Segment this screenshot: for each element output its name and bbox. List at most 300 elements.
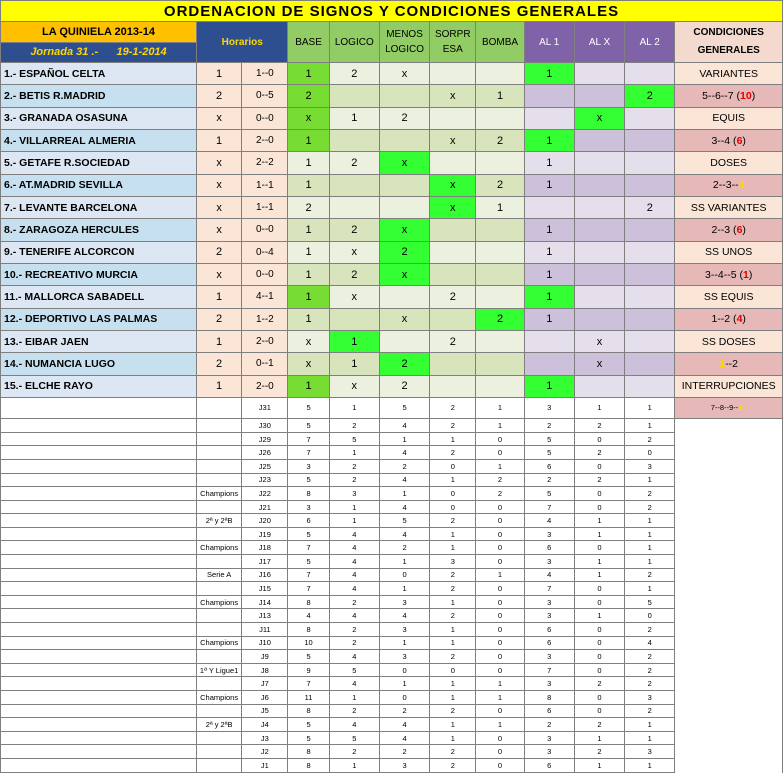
signo-cell [329, 196, 379, 218]
history-value: 4 [329, 609, 379, 623]
match-sign: 1 [197, 375, 242, 397]
signo-cell [430, 107, 476, 129]
history-row [1, 595, 783, 609]
history-row [1, 623, 783, 637]
history-value: 2 [524, 718, 574, 732]
history-value: 2 [329, 636, 379, 650]
history-value: 0 [379, 568, 429, 582]
history-spacer [1, 636, 197, 650]
signo-cell: x [288, 330, 329, 352]
condicion-text: 10 [740, 89, 752, 102]
history-jornada: J3 [242, 731, 288, 745]
history-spacer [1, 473, 197, 487]
history-jornada: J4 [242, 718, 288, 732]
history-value: 3 [379, 650, 429, 664]
history-value: 4 [379, 500, 429, 514]
signo-cell [625, 129, 675, 151]
signo-cell [329, 129, 379, 151]
history-row [1, 582, 783, 596]
history-value: 1 [430, 636, 476, 650]
match-row [1, 241, 783, 263]
condicion-cell [675, 353, 783, 375]
history-value: 1 [379, 636, 429, 650]
history-jornada: J21 [242, 500, 288, 514]
history-value: 0 [574, 704, 624, 718]
history-jornada: J13 [242, 609, 288, 623]
history-value: 4 [329, 555, 379, 569]
condicion-text: ) [742, 134, 746, 147]
condicion-text: 6 [736, 223, 743, 236]
signo-cell [574, 286, 624, 308]
history-label [197, 473, 242, 487]
signo-cell [329, 85, 379, 107]
history-value: 4 [379, 527, 429, 541]
history-row [1, 663, 783, 677]
match-row [1, 196, 783, 218]
history-value: 3 [625, 459, 675, 473]
history-spacer [1, 487, 197, 501]
match-row [1, 375, 783, 397]
match-row [1, 330, 783, 352]
history-value: 1 [430, 541, 476, 555]
jornada-date: 19-1-2014 [116, 46, 167, 59]
match-result: 1--2 [242, 308, 288, 330]
history-spacer [1, 731, 197, 745]
history-spacer [1, 555, 197, 569]
history-label [197, 555, 242, 569]
history-value: 4 [524, 514, 574, 528]
history-value: 0 [574, 663, 624, 677]
history-value: 5 [288, 718, 329, 732]
history-value: 1 [625, 514, 675, 528]
condicion-cell [675, 152, 783, 174]
history-value: 2 [625, 432, 675, 446]
history-value: 2 [625, 623, 675, 637]
history-label [197, 459, 242, 473]
history-spacer [1, 459, 197, 473]
history-value: 6 [524, 758, 574, 772]
title-row [1, 1, 783, 22]
history-value: 2 [329, 459, 379, 473]
history-value: 1 [430, 623, 476, 637]
condicion-text: VARIANTES [699, 67, 759, 80]
history-value: 0 [574, 623, 624, 637]
signo-cell [625, 353, 675, 375]
match-row [1, 263, 783, 285]
history-value: 4 [379, 446, 429, 460]
match-name: 5.- GETAFE R.SOCIEDAD [1, 152, 197, 174]
signo-cell: 1 [288, 286, 329, 308]
signo-cell [574, 196, 624, 218]
history-label [197, 745, 242, 759]
history-value: 2 [574, 446, 624, 460]
history-row [1, 636, 783, 650]
history-value: 1 [625, 541, 675, 555]
history-value: 5 [288, 650, 329, 664]
history-value: 2 [524, 473, 574, 487]
history-value: 1 [476, 419, 524, 433]
history-row [1, 473, 783, 487]
signo-cell: x [574, 107, 624, 129]
history-value: 1 [574, 514, 624, 528]
history-spacer [675, 487, 783, 501]
match-name: 12.- DEPORTIVO LAS PALMAS [1, 308, 197, 330]
match-row [1, 353, 783, 375]
history-value: 1 [430, 677, 476, 691]
history-spacer [1, 650, 197, 664]
history-spacer [675, 473, 783, 487]
signo-cell: 1 [524, 129, 574, 151]
signo-cell [329, 308, 379, 330]
history-value: 1 [379, 555, 429, 569]
history-value: 3 [379, 758, 429, 772]
history-value: 0 [379, 663, 429, 677]
match-result: 0--4 [242, 241, 288, 263]
history-value: 0 [476, 650, 524, 664]
match-name: 15.- ELCHE RAYO [1, 375, 197, 397]
signo-cell [379, 129, 429, 151]
match-result: 0--0 [242, 263, 288, 285]
signo-cell [430, 152, 476, 174]
history-value: 3 [524, 555, 574, 569]
history-value: 2 [574, 419, 624, 433]
history-value: 0 [574, 541, 624, 555]
match-result: 2--2 [242, 152, 288, 174]
history-value: 0 [476, 432, 524, 446]
match-row [1, 62, 783, 84]
history-spacer [675, 745, 783, 759]
match-sign: 1 [197, 330, 242, 352]
history-value: 3 [524, 595, 574, 609]
history-jornada: J23 [242, 473, 288, 487]
history-spacer [675, 623, 783, 637]
signo-cell [574, 241, 624, 263]
signo-cell [625, 219, 675, 241]
history-value: 2 [430, 446, 476, 460]
history-value: 10 [288, 636, 329, 650]
signo-cell [476, 241, 524, 263]
signo-cell [574, 263, 624, 285]
history-spacer [675, 677, 783, 691]
history-row [1, 745, 783, 759]
history-value: 2 [430, 609, 476, 623]
history-value: 2 [379, 541, 429, 555]
history-value: 1 [430, 718, 476, 732]
match-result: 0--0 [242, 219, 288, 241]
history-row [1, 514, 783, 528]
condicion-text: SS UNOS [705, 246, 753, 259]
signo-cell [430, 263, 476, 285]
signo-cell: 1 [288, 174, 329, 196]
history-value: 1 [574, 555, 624, 569]
signo-cell: 1 [524, 375, 574, 397]
history-value: 1 [379, 432, 429, 446]
history-spacer [675, 514, 783, 528]
history-row [1, 446, 783, 460]
signo-cell [524, 196, 574, 218]
history-row [1, 704, 783, 718]
signo-cell: 2 [625, 196, 675, 218]
condicion-cell [675, 397, 783, 418]
history-value: 0 [574, 487, 624, 501]
history-value: 5 [524, 432, 574, 446]
history-spacer [1, 663, 197, 677]
history-value: 0 [430, 663, 476, 677]
history-value: 7 [288, 568, 329, 582]
history-value: 1 [625, 419, 675, 433]
history-value: 7 [524, 582, 574, 596]
history-row [1, 677, 783, 691]
sheet-title: ORDENACION DE SIGNOS Y CONDICIONES GENERALES [1, 1, 783, 22]
signo-cell: x [329, 241, 379, 263]
history-value: 5 [625, 595, 675, 609]
history-value: 2 [329, 595, 379, 609]
match-sign: 1 [197, 286, 242, 308]
condicion-cell [675, 85, 783, 107]
history-value: 8 [288, 758, 329, 772]
condicion-text: SS DOSES [701, 335, 756, 348]
history-value: 2 [430, 514, 476, 528]
signo-cell: 1 [524, 241, 574, 263]
history-value: 0 [476, 500, 524, 514]
signo-cell [476, 263, 524, 285]
history-spacer [1, 568, 197, 582]
history-value: 1 [430, 691, 476, 705]
col-header-bomba: BOMBA [476, 22, 524, 63]
signo-cell [574, 308, 624, 330]
history-value: 11 [288, 691, 329, 705]
history-label [197, 446, 242, 460]
history-value: 0 [476, 731, 524, 745]
match-row [1, 152, 783, 174]
history-value: 5 [288, 473, 329, 487]
history-label [197, 397, 242, 418]
history-spacer [675, 459, 783, 473]
history-value: 6 [524, 541, 574, 555]
history-jornada: J20 [242, 514, 288, 528]
history-value: 0 [476, 636, 524, 650]
history-jornada: J25 [242, 459, 288, 473]
history-value: 4 [379, 731, 429, 745]
condicion-cell [675, 62, 783, 84]
history-spacer [1, 623, 197, 637]
history-value: 1 [430, 731, 476, 745]
history-value: 3 [524, 745, 574, 759]
match-result: 2--0 [242, 330, 288, 352]
match-name: 11.- MALLORCA SABADELL [1, 286, 197, 308]
history-value: 2 [379, 745, 429, 759]
match-sign: 2 [197, 85, 242, 107]
signo-cell [430, 241, 476, 263]
signo-cell: 1 [524, 174, 574, 196]
history-spacer [1, 745, 197, 759]
match-row [1, 85, 783, 107]
history-value: 4 [379, 718, 429, 732]
history-spacer [1, 446, 197, 460]
condicion-text: ) [748, 268, 753, 281]
history-value: 7 [288, 541, 329, 555]
history-spacer [1, 432, 197, 446]
history-value: 6 [288, 514, 329, 528]
match-sign: 1 [197, 62, 242, 84]
history-value: 0 [476, 623, 524, 637]
history-value: 1 [430, 527, 476, 541]
history-value: 3 [430, 555, 476, 569]
match-row [1, 129, 783, 151]
history-value: 2 [329, 704, 379, 718]
jornada-cell [1, 42, 197, 62]
signo-cell [430, 375, 476, 397]
history-label: 2ª y 2ªB [197, 514, 242, 528]
history-value: 2 [329, 473, 379, 487]
condicion-text: ) [751, 89, 756, 102]
history-value: 0 [476, 663, 524, 677]
history-value: 2 [430, 397, 476, 418]
history-jornada: J19 [242, 527, 288, 541]
header-row-1 [1, 22, 783, 42]
condicion-cell [675, 330, 783, 352]
history-spacer [675, 432, 783, 446]
condicion-text: INTERRUPCIONES [681, 380, 776, 393]
signo-cell: x [430, 85, 476, 107]
history-spacer [675, 691, 783, 705]
history-jornada: J15 [242, 582, 288, 596]
history-value: 2 [625, 650, 675, 664]
col-header-alx: AL X [574, 22, 624, 63]
history-value: 5 [288, 731, 329, 745]
match-result: 2--0 [242, 129, 288, 151]
signo-cell: 2 [329, 62, 379, 84]
col-header-sorpresa: SORPR ESA [430, 22, 476, 63]
history-value: 7 [288, 446, 329, 460]
signo-cell [476, 62, 524, 84]
signo-cell [625, 152, 675, 174]
history-value: 5 [288, 527, 329, 541]
match-sign: x [197, 107, 242, 129]
signo-cell [524, 330, 574, 352]
history-value: 2 [476, 487, 524, 501]
history-spacer [675, 731, 783, 745]
history-value: 1 [625, 555, 675, 569]
signo-cell [430, 219, 476, 241]
signo-cell: 1 [288, 308, 329, 330]
history-value: 2 [430, 419, 476, 433]
signo-cell: 2 [329, 219, 379, 241]
history-value: 0 [430, 487, 476, 501]
signo-cell [379, 286, 429, 308]
history-value: 1 [329, 397, 379, 418]
match-result: 1--0 [242, 62, 288, 84]
signo-cell [379, 174, 429, 196]
history-spacer [1, 718, 197, 732]
history-value: 0 [476, 758, 524, 772]
signo-cell: 1 [288, 241, 329, 263]
history-value: 1 [625, 758, 675, 772]
history-row [1, 650, 783, 664]
match-sign: x [197, 219, 242, 241]
condicion-text: 7--8--9-- [710, 403, 739, 413]
history-jornada: J9 [242, 650, 288, 664]
match-result: 2--0 [242, 375, 288, 397]
history-value: 5 [524, 487, 574, 501]
history-spacer [675, 582, 783, 596]
history-jornada: J5 [242, 704, 288, 718]
history-value: 3 [524, 397, 574, 418]
signo-cell [476, 286, 524, 308]
condicion-text: DOSES [710, 156, 748, 169]
history-spacer [675, 555, 783, 569]
signo-cell: 2 [476, 174, 524, 196]
match-sign: 2 [197, 308, 242, 330]
signo-cell [625, 375, 675, 397]
history-row [1, 568, 783, 582]
history-value: 5 [329, 731, 379, 745]
history-jornada: J10 [242, 636, 288, 650]
history-value: 1 [476, 691, 524, 705]
history-value: 8 [524, 691, 574, 705]
signo-cell: 2 [288, 196, 329, 218]
history-value: 7 [288, 582, 329, 596]
signo-cell: 2 [379, 241, 429, 263]
history-value: 2 [524, 419, 574, 433]
history-spacer [675, 636, 783, 650]
history-label [197, 758, 242, 772]
history-value: 4 [329, 650, 379, 664]
signo-cell: 1 [476, 196, 524, 218]
history-value: 2 [625, 677, 675, 691]
history-value: 3 [625, 691, 675, 705]
match-result: 1--1 [242, 174, 288, 196]
signo-cell: 1 [329, 330, 379, 352]
history-value: 1 [329, 446, 379, 460]
signo-cell: 1 [524, 308, 574, 330]
history-spacer [675, 758, 783, 772]
history-spacer [675, 609, 783, 623]
signo-cell [574, 62, 624, 84]
condicion-text: ) [742, 313, 746, 326]
match-result: 0--1 [242, 353, 288, 375]
history-spacer [675, 663, 783, 677]
history-value: 7 [288, 677, 329, 691]
history-spacer [1, 514, 197, 528]
history-jornada: J22 [242, 487, 288, 501]
history-value: 1 [476, 677, 524, 691]
history-value: 1 [379, 487, 429, 501]
history-spacer [1, 582, 197, 596]
match-row [1, 174, 783, 196]
history-value: 0 [476, 541, 524, 555]
history-value: 4 [379, 473, 429, 487]
history-spacer [1, 758, 197, 772]
match-sign: x [197, 174, 242, 196]
signo-cell: x [430, 174, 476, 196]
signo-cell [574, 375, 624, 397]
condicion-text: ) [742, 223, 746, 236]
history-value: 1 [574, 609, 624, 623]
match-row [1, 286, 783, 308]
condicion-cell [675, 129, 783, 151]
history-row [1, 527, 783, 541]
history-value: 0 [574, 595, 624, 609]
match-name: 14.- NUMANCIA LUGO [1, 353, 197, 375]
history-value: 1 [574, 527, 624, 541]
signo-cell [476, 219, 524, 241]
horarios-header: Horarios [197, 22, 288, 63]
signo-cell: 2 [288, 85, 329, 107]
history-value: 0 [476, 582, 524, 596]
signo-cell: 2 [329, 152, 379, 174]
signo-cell: 2 [329, 263, 379, 285]
